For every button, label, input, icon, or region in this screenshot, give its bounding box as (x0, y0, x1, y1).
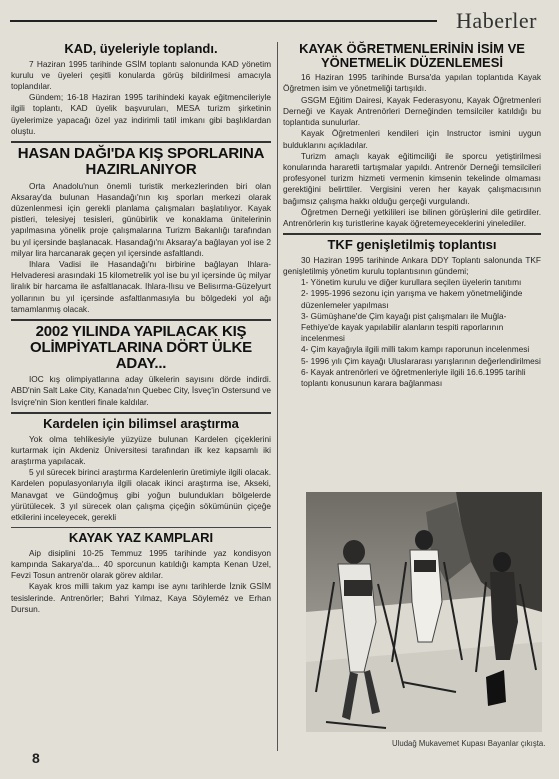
article-olympics (11, 324, 271, 408)
article-headline: 2002 YILINDA YAPILACAK KIŞ OLİMPİYATLARINA DÖRT ÜLKE ADAY... (30, 323, 252, 372)
article-paragraph: 5 yıl sürecek birinci araştırma Kardelenlerin üretimiyle ilgili olacak. Kardelen populasyonlarıyla ilgili olacak ikinci araştırma ise, Akseki, Manavgat ve Gündoğmuş gibi yoğun bulundukları bölgelerde yürütülecek. 3 yıl sürecek olan çalışma çiçeğin sökümünün çiçeğe etkilerini inceleyecek, gerekli (11, 467, 271, 522)
agenda-item: 3- Gümüşhane'de Çim kayağı pist çalışmaları ile Muğla-Fethiye'de kayak yapılabilir alanların tespiti raporlarının incelenmesi (301, 310, 507, 344)
article-headline: KAYAK ÖĞRETMENLERİNİN İSİM VE YÖNETMELİK DÜZENLEMESİ (299, 41, 525, 70)
photo-caption: Uludağ Mukavemet Kupası Bayanlar çıkışta. (392, 739, 546, 748)
right-column (283, 40, 541, 393)
page-header (10, 6, 555, 34)
article-paragraph: 16 Haziran 1995 tarihinde Bursa'da yapılan toplantıda Kayak Öğretmen isim ve yönetmeliği tartışıldı. (283, 72, 541, 94)
article-paragraph: IOC kış olimpiyatlarına aday ülkelerin sayısını dörde indirdi. ABD'nin Salt Lake City, Kanada'nın Quebec City, İsveç'in Ostersund ve İsviçre'nin Sion kentleri finale kaldılar. (11, 374, 271, 407)
article-hasandagi (11, 146, 271, 315)
left-column (11, 40, 271, 619)
article-paragraph: GSGM Eğitim Dairesi, Kayak Federasyonu, Kayak Öğretmenleri Derneği ve Kayak Antrenörleri Derneğinden temsilciler katıldığı bu toplantıda sunulurlar. (283, 94, 541, 128)
article-separator (11, 319, 271, 321)
article-separator (11, 141, 271, 143)
agenda-item: 5- 1996 yılı Çim kayağı Uluslararası yarışlarının değerlendirilmesi (301, 355, 541, 366)
article-kardelen (11, 417, 271, 523)
article-paragraph: Yok olma tehlikesiyle yüzyüze bulunan Kardelen çiçeklerini kurtarmak için Akdeniz Üniversitesi tarafından ilk kez kapsamlı iki araştırma yapılacak. (11, 433, 271, 466)
article-ski-teachers (283, 42, 541, 229)
article-paragraph: Kayak Öğretmenleri kendileri için Instructor ismini uygun bulduklarını açıkladılar. (283, 128, 541, 150)
article-paragraph: Öğretmen Derneği yetkilileri ise bilinen görüşlerini dile getirdiler. Antrenörlerin kış turistlerine kayak öğretemeyeceklerini yinelediler. (283, 206, 541, 228)
article-paragraph: 7 Haziran 1995 tarihinde GSİM toplantı salonunda KAD yönetim kurulu ve üyeleri çeşitli konularda görüş bildirilmesi amacıyla toplandılar. (11, 58, 271, 92)
article-paragraph: Gündem; 16-18 Haziran 1995 tarihindeki kayak eğitmencileriyle ilgili toplantı, KAD üyelik başvuruları, MESA turizm şirketinin üyelerimize yapacağı özel yaz indirimli tatil imkanı gibi başlıklardan oluştu. (11, 92, 271, 136)
article-paragraph: Kayak kros milli takım yaz kampı ise aynı tarihlerde İznik GSİM tesislerinde. Antrenörler; Bahri Yılmaz, Kaya Söyleméz ve Erhan Dursun. (11, 581, 271, 614)
article-tkf-meeting (283, 238, 541, 389)
article-paragraph: Ihlara Vadisi ile Hasandağı'nı birbirine bağlayan Ihlara-Helvaderesi arasındaki 15 kilometrelik yol ise bu yıl içersinde üç milyar liralık bir harcama ile asfaltlanacak. Ihlara-Ilısu ve Belisırma-Güzelyurt yollarının bu yıl içersinde asfaltlanmasıyla bu bölgedeki yol ağı tamamlanmış olacak. (11, 258, 271, 314)
agenda-item: 6- Kayak antrenörleri ve öğretmenleriyle ilgili 16.6.1995 tarihli toplantı konusunun karara bağlanması (301, 366, 526, 388)
article-separator (283, 233, 541, 235)
ski-race-photo (306, 492, 542, 732)
article-kad (11, 42, 271, 137)
agenda-item: 4- Çim kayağıyla ilgili milli takım kampı raporunun incelenmesi (301, 344, 530, 355)
header-rule (10, 20, 437, 22)
article-headline: Kardelen için bilimsel araştırma (43, 415, 239, 431)
article-headline: KAD, üyeleriyle toplandı. (64, 41, 218, 56)
article-paragraph: Turizm amaçlı kayak eğitimciliği ile sporcu yetiştirilmesi konularında hararetli tartışmalar yapıldı. Antrenör Derneği temsilcileri profesyonel turizm hizmeti vermenin kimsenin tekelinde olmaması gerektiğini belirttiler. Vergisini veren her kayak çalışmacısının bağımsız çalışma hakkı olduğu gerçeği vurgulandı. (283, 150, 541, 206)
agenda-item: 1- Yönetim kurulu ve diğer kurullara seçilen üyelerin tanıtımı (301, 277, 522, 288)
article-paragraph: Orta Anadolu'nun önemli turistik merkezlerinden biri olan Aksaray'da bulunan Hasandağı'nın kış sporları merkezi olarak düzenlenmesi için gerekli planlama çalışmaları başlatılıyor. Kayak pistleri, telesiyej tesisleri, günübirlik ve konaklama ünitelerinin yapılmasına yönelik proje çalışmalarına Turizm Bakanlığı tarafından bu yıl içersinde başlanacak. Hasandağı'nı Aksaray'a bağlayan yol ise 2 milyar lira harcanarak geçen yıl içersinde asfaltlandı. (11, 180, 271, 258)
article-paragraph: Aip disiplini 10-25 Temmuz 1995 tarihinde yaz kondisyon kampında Sakarya'da... 40 sporcunun katıldığı kampta Kenan Uzel, Fevzi Tosun antrenör olarak görev aldılar. (11, 547, 271, 581)
article-headline: TKF genişletilmiş toplantısı (327, 237, 497, 253)
agenda-item: 2- 1995-1996 sezonu için yarışma ve hakem yönetmeliğinde düzenlemeler yapılması (301, 288, 523, 310)
article-summer-camps (11, 531, 271, 615)
article-separator (11, 412, 271, 414)
article-paragraph: 30 Haziran 1995 tarihinde Ankara DDY Toplantı salonunda TKF genişletilmiş yönetim kurulu toplantısının gündemi; (283, 254, 541, 276)
section-title: Haberler (456, 8, 537, 33)
page-number: 8 (32, 750, 40, 766)
article-headline: KAYAK YAZ KAMPLARI (68, 530, 214, 546)
article-separator (11, 527, 271, 528)
article-headline: HASAN DAĞI'DA KIŞ SPORLARINA HAZIRLANIYOR (17, 145, 265, 178)
column-divider (277, 42, 278, 751)
